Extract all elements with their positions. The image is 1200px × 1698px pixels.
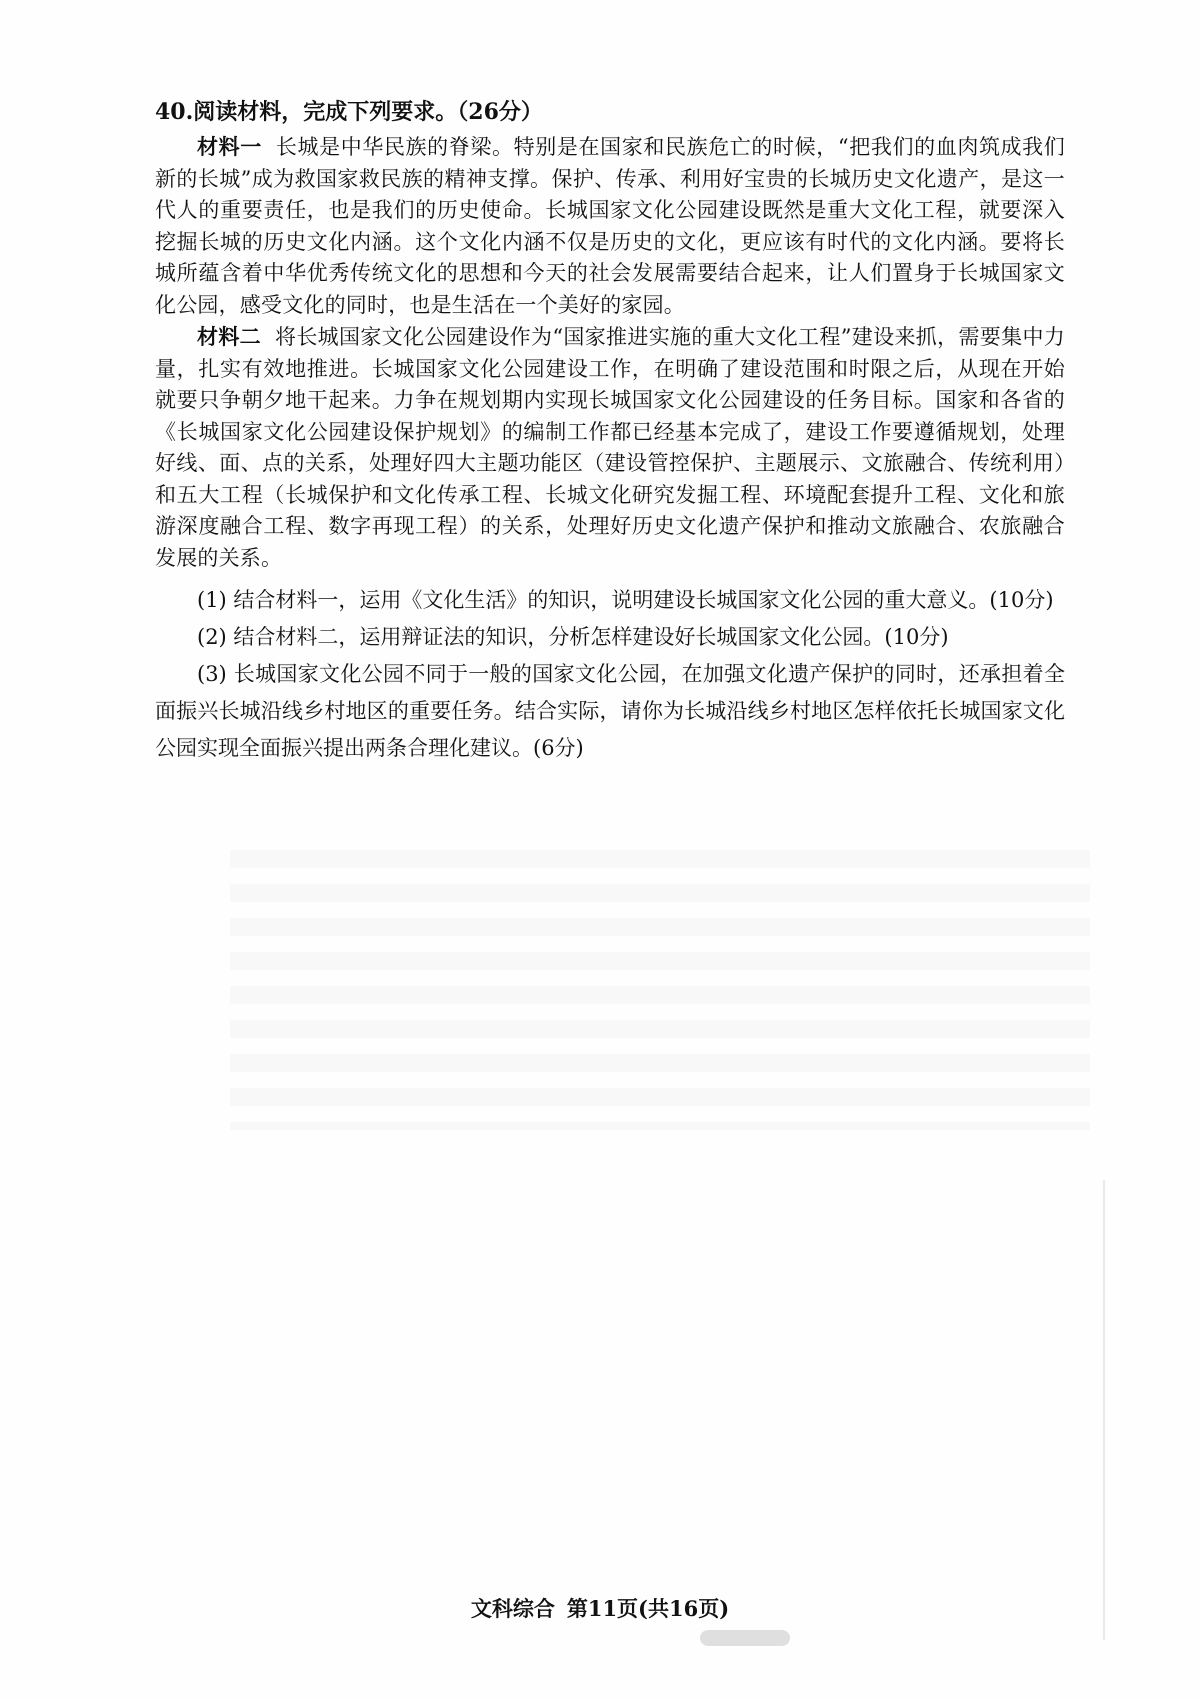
page-footer bbox=[0, 1594, 1200, 1624]
sub-question-2: (2) 结合材料二，运用辩证法的知识，分析怎样建设好长城国家文化公园。(10分) bbox=[197, 625, 949, 649]
material-two-label: 材料二 bbox=[197, 324, 261, 349]
sub-question-3: (3) 长城国家文化公园不同于一般的国家文化公园，在加强文化遗产保护的同时，还承担着全面振兴长城沿线乡村地区的重要任务。结合实际，请你为长城沿线乡村地区怎样依托长城国家文化公园实现全面振兴提出两条合理化建议。(6分) bbox=[155, 662, 1065, 760]
scan-edge-line bbox=[1103, 1180, 1105, 1640]
material-two-text: 将长城国家文化公园建设作为“国家推进实施的重大文化工程”建设来抓，需要集中力量，扎实有效地推进。长城国家文化公园建设工作，在明确了建设范围和时限之后，从现在开始就要只争朝夕地干起来。力争在规划期内实现长城国家文化公园建设的任务目标。国家和各省的《长城国家文化公园建设保护规划》的编制工作都已经基本完成了，建设工作要遵循规划，处理好线、面、点的关系，处理好四大主题功能区（建设管控保护、主题展示、文旅融合、传统利用）和五大工程（长城保护和文化传承工程、长城文化研究发掘工程、环境配套提升工程、文化和旅游深度融合工程、数字再现工程）的关系，处理好历史文化遗产保护和推动文旅融合、农旅融合发展的关系。 bbox=[155, 325, 1065, 570]
scan-smudge bbox=[700, 1630, 790, 1646]
material-one-text: 长城是中华民族的脊梁。特别是在国家和民族危亡的时候，“把我们的血肉筑成我们新的长城”成为救国家救民族的精神支撑。保护、传承、利用好宝贵的长城历史文化遗产，是这一代人的重要责任，也是我们的历史使命。长城国家文化公园建设既然是重大文化工程，就要深入挖掘长城的历史文化内涵。这个文化内涵不仅是历史的文化，更应该有时代的文化内涵。要将长城所蕴含着中华优秀传统文化的思想和今天的社会发展需要结合起来，让人们置身于长城国家文化公园，感受文化的同时，也是生活在一个美好的家园。 bbox=[155, 135, 1065, 317]
material-one bbox=[155, 131, 1065, 321]
footer-page-number: 第11页(共16页) bbox=[566, 1596, 730, 1621]
material-two bbox=[155, 321, 1065, 574]
question-block bbox=[155, 95, 1065, 767]
scan-bleed-through bbox=[230, 850, 1090, 1130]
material-one-label: 材料一 bbox=[197, 134, 262, 159]
footer-subject: 文科综合 bbox=[470, 1596, 555, 1621]
sub-question-1: (1) 结合材料一，运用《文化生活》的知识，说明建设长城国家文化公园的重大意义。(10分) bbox=[197, 588, 1054, 612]
question-title: 40.阅读材料，完成下列要求。（26分） bbox=[155, 99, 543, 125]
